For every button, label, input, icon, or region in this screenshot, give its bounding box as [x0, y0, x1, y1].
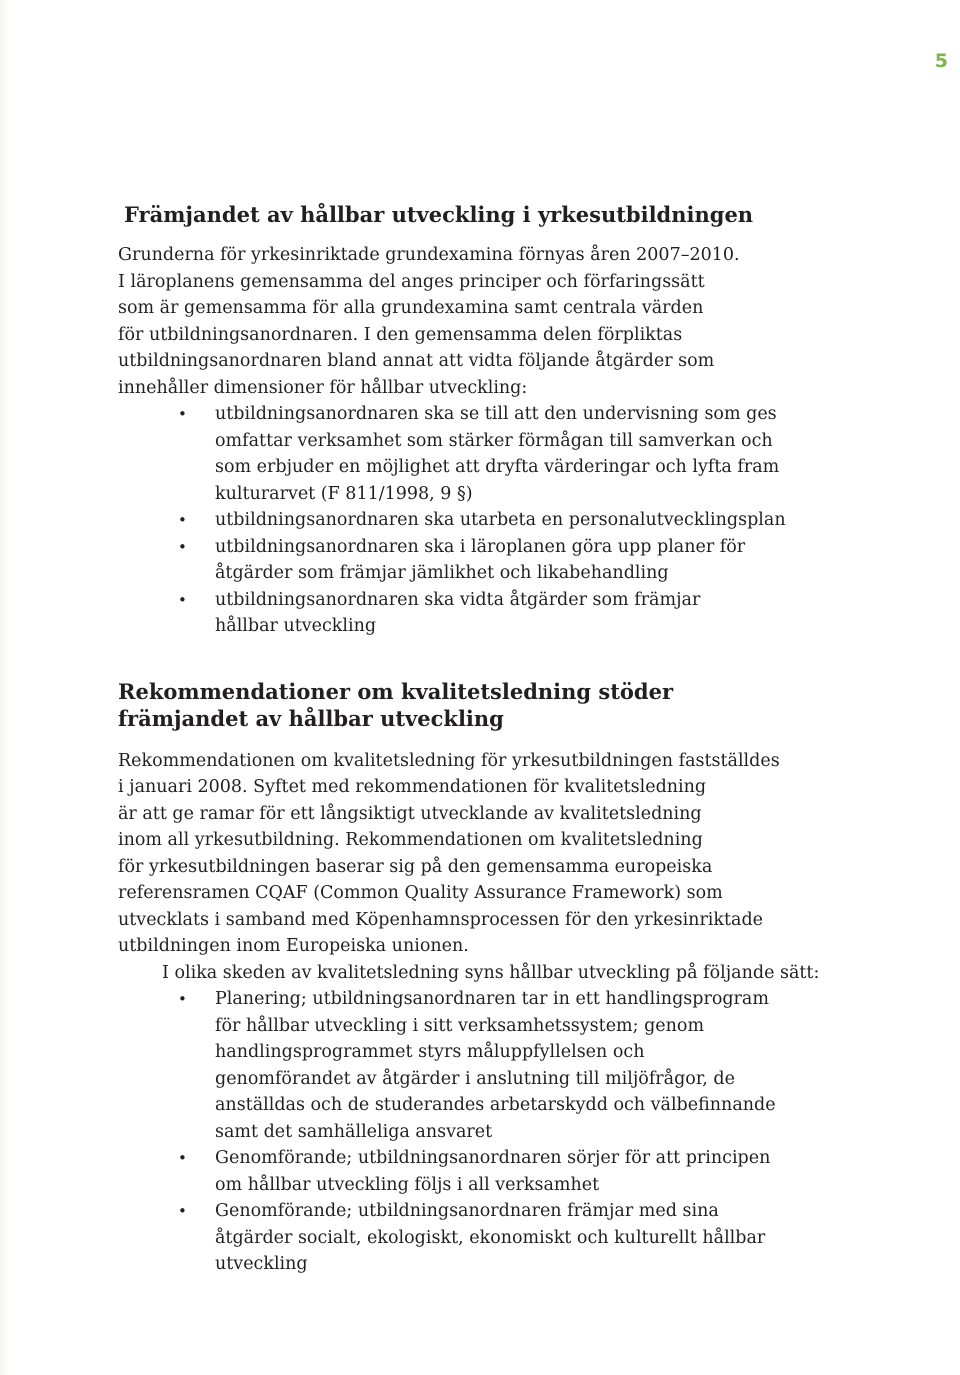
text-line: I olika skeden av kvalitetsledning syns hållbar utveckling på följande sätt: — [162, 962, 820, 983]
page-content — [118, 200, 818, 1278]
heading-line: Rekommendationer om kvalitetsledning stöder — [118, 678, 674, 704]
text-line: utveckling — [215, 1254, 308, 1274]
text-line: Genomförande; utbildningsanordnaren sörjer för att principen — [215, 1148, 771, 1168]
text-line: innehåller dimensioner för hållbar utveckling: — [118, 377, 528, 398]
text-line: anställdas och de studerandes arbetarskydd och välbefinnande — [215, 1095, 776, 1115]
text-line: samt det samhälleliga ansvaret — [215, 1121, 493, 1142]
text-line: hållbar utveckling — [215, 616, 377, 636]
list-item — [118, 1198, 818, 1278]
text-line: om hållbar utveckling följs i all verksamhet — [215, 1174, 600, 1195]
text-line: I läroplanens gemensamma del anges principer och förfaringssätt — [118, 271, 705, 292]
text-line: utbildningsanordnaren ska vidta åtgärder som främjar — [215, 589, 701, 610]
text-line: genomförandet av åtgärder i anslutning till miljöfrågor, de — [215, 1068, 735, 1089]
bullet-icon: • — [178, 405, 187, 423]
text-line: Grunderna för yrkesinriktade grundexamina förnyas åren 2007–2010. — [118, 245, 740, 265]
text-line: för yrkesutbildningen baserar sig på den gemensamma europeiska — [118, 856, 713, 877]
list-item — [118, 986, 818, 1145]
list-item — [118, 401, 818, 507]
text-line: kulturarvet (F 811/1998, 9 §) — [215, 483, 473, 504]
text-line: referensramen CQAF (Common Quality Assurance Framework) som — [118, 883, 723, 903]
text-line: inom all yrkesutbildning. Rekommendationen om kvalitetsledning — [118, 830, 703, 850]
list-item — [118, 534, 818, 587]
list-item — [118, 507, 818, 534]
text-line: utvecklats i samband med Köpenhamnsprocessen för den yrkesinriktade — [118, 909, 764, 930]
heading-line: främjandet av hållbar utveckling — [118, 705, 504, 731]
section-heading-quality-management — [118, 678, 818, 732]
bullet-icon: • — [178, 990, 187, 1008]
list-item — [118, 1145, 818, 1198]
section2-intro-line — [118, 960, 818, 987]
page-edge-strip — [0, 0, 10, 1375]
text-line: är att ge ramar för ett långsiktigt utvecklande av kvalitetsledning — [118, 803, 702, 824]
text-line: för utbildningsanordnaren. I den gemensamma delen förpliktas — [118, 324, 683, 345]
bullet-icon: • — [178, 1202, 187, 1220]
text-line: åtgärder som främjar jämlikhet och likabehandling — [215, 563, 669, 583]
list-item — [118, 587, 818, 640]
section1-bullet-list — [118, 401, 818, 640]
bullet-icon: • — [178, 511, 187, 529]
text-line: handlingsprogrammet styrs måluppfyllelsen och — [215, 1042, 645, 1062]
text-line: Planering; utbildningsanordnaren tar in ett handlingsprogram — [215, 989, 769, 1009]
section-heading-sustainable-development: Främjandet av hållbar utveckling i yrkesutbildningen — [124, 202, 754, 227]
section1-paragraph — [118, 242, 818, 401]
text-line: som erbjuder en möjlighet att dryfta värderingar och lyfta fram — [215, 457, 780, 477]
bullet-icon: • — [178, 1149, 187, 1167]
text-line: utbildningsanordnaren ska i läroplanen göra upp planer för — [215, 536, 746, 557]
section2-bullet-list — [118, 986, 818, 1278]
text-line: Genomförande; utbildningsanordnaren främjar med sina — [215, 1201, 719, 1221]
text-line: för hållbar utveckling i sitt verksamhetssystem; genom — [215, 1015, 705, 1036]
text-line: utbildningsanordnaren ska se till att den undervisning som ges — [215, 404, 777, 424]
section2-paragraph — [118, 748, 818, 960]
text-line: utbildningsanordnaren bland annat att vidta följande åtgärder som — [118, 351, 715, 371]
page-number: 5 — [934, 50, 948, 72]
text-line: utbildningsanordnaren ska utarbeta en personalutvecklingsplan — [215, 510, 786, 530]
text-line: i januari 2008. Syftet med rekommendationen för kvalitetsledning — [118, 777, 707, 797]
text-line: utbildningen inom Europeiska unionen. — [118, 936, 469, 956]
text-line: åtgärder socialt, ekologiskt, ekonomiskt och kulturellt hållbar — [215, 1227, 766, 1248]
bullet-icon: • — [178, 537, 187, 556]
text-line: Rekommendationen om kvalitetsledning för yrkesutbildningen fastställdes — [118, 750, 780, 771]
text-line: omfattar verksamhet som stärker förmågan till samverkan och — [215, 430, 773, 451]
bullet-icon: • — [178, 590, 187, 609]
text-line: som är gemensamma för alla grundexamina samt centrala värden — [118, 298, 704, 318]
